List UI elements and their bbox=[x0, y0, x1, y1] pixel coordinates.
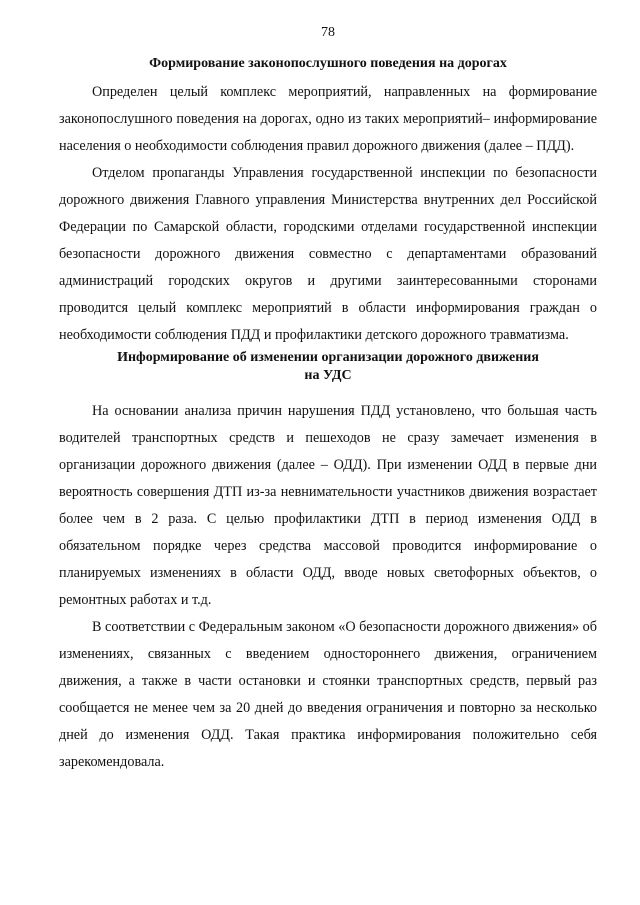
document-page bbox=[59, 22, 597, 776]
section-heading-line-1: Информирование об изменении организации дорожного движения bbox=[117, 350, 539, 365]
section-heading-traffic-organization-change bbox=[59, 349, 597, 385]
paragraph-measures-complex: Определен целый комплекс мероприятий, направленных на формирование законопослушного поведения на дорогах, одно из таких мероприятий– информирование населения о необходимости соблюдения правил дорожного движения (далее – ПДД). bbox=[59, 84, 597, 154]
section-heading-line-2: на УДС bbox=[304, 368, 352, 383]
paragraph-violation-analysis: На основании анализа причин нарушения ПДД установлено, что большая часть водителей транспортных средств и пешеходов не сразу замечает изменения в организации дорожного движения (далее – ОДД). При изменении ОДД в первые дни вероятность совершения ДТП из-за невнимательности участников движения возрастает более чем в 2 раза. С целью профилактики ДТП в период изменения ОДД в обязательном порядке через средства массовой проводится информирование о планируемых изменениях в области ОДД, вводе новых светофорных объектов, о ремонтных работах и т.д. bbox=[59, 403, 597, 608]
section-heading-lawful-behavior: Формирование законопослушного поведения на дорогах bbox=[149, 56, 507, 71]
paragraph-propaganda-department: Отделом пропаганды Управления государственной инспекции по безопасности дорожного движения Главного управления Министерства внутренних дел Российской Федерации по Самарской области, городскими отделами государственной инспекции безопасности дорожного движения совместно с департаментами образований администраций городских округов и другими заинтересованными сторонами проводится целый комплекс мероприятий в области информирования граждан о необходимости соблюдения ПДД и профилактики детского дорожного травматизма. bbox=[59, 165, 597, 343]
page-number: 78 bbox=[321, 25, 335, 40]
paragraph-federal-law: В соответствии с Федеральным законом «О безопасности дорожного движения» об изменениях, связанных с введением одностороннего движения, ограничением движения, а также в части остановки и стоянки транспортных средств, первый раз сообщается не менее чем за 20 дней до введения ограничения и повторно за несколько дней до изменения ОДД. Такая практика информирования положительно себя зарекомендовала. bbox=[59, 619, 597, 770]
